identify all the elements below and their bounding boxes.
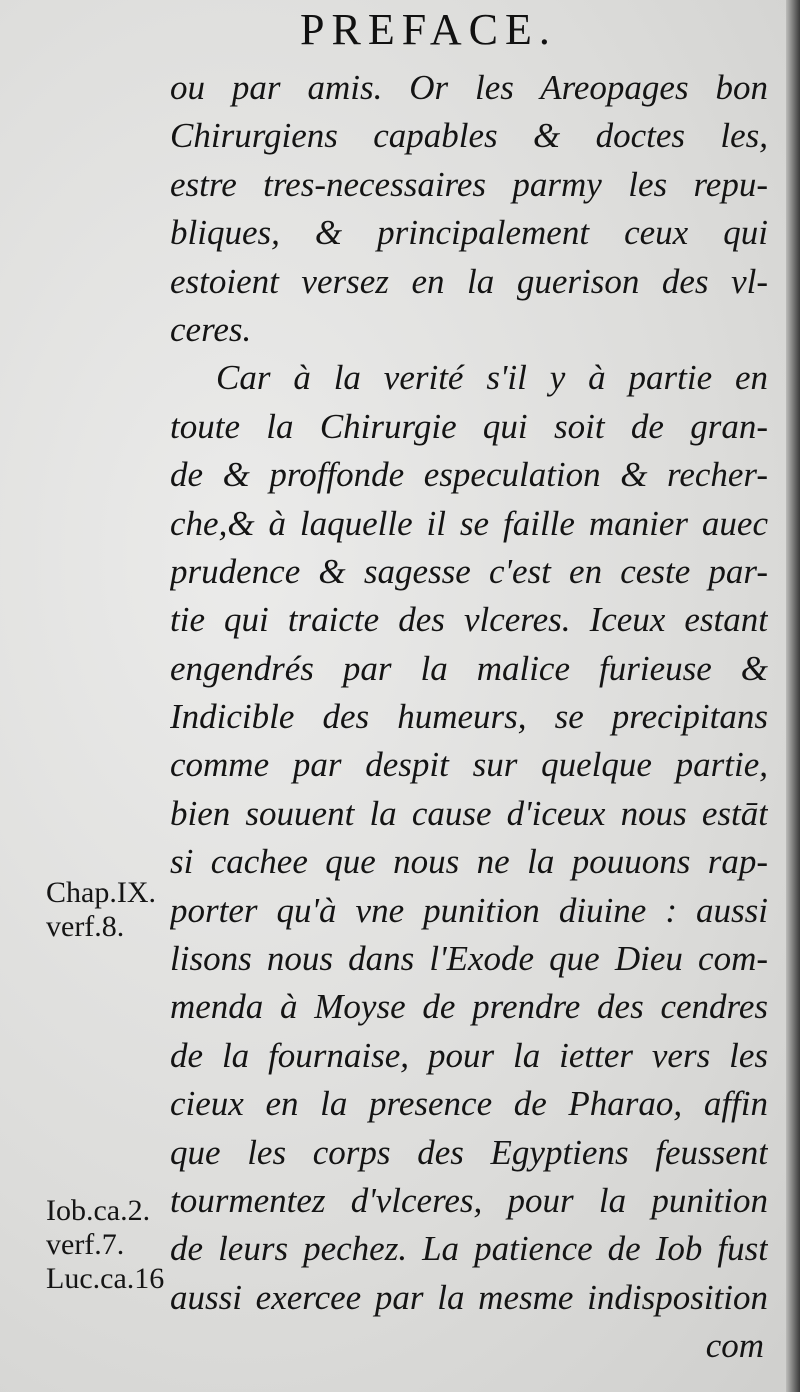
text-line: estre tres-necessaires parmy les repu- <box>170 164 768 204</box>
text-line: tourmentez d'vlceres, pour la punition <box>170 1180 768 1220</box>
text-line: ou par amis. Or les Areopages bon <box>170 68 768 107</box>
marginal-note-line: Chap.IX. <box>46 876 156 909</box>
text-line: de la fournaise, pour la ietter vers les <box>170 1035 768 1075</box>
text-line: Chirurgiens capables & doctes les, <box>170 116 768 156</box>
text-line: estoient versez en la guerison des vl- <box>170 261 768 301</box>
text-line: bien souuent la cause d'iceux nous estāt <box>170 793 768 833</box>
marginal-note-exodus <box>46 876 156 944</box>
text-line: de & proffonde especulation & recher- <box>170 455 768 495</box>
marginal-note-line: Iob.ca.2. <box>46 1194 151 1227</box>
text-line: menda à Moyse de prendre des cendres <box>170 987 768 1027</box>
text-line: comme par despit sur quelque partie, <box>170 745 768 785</box>
text-line: ceres. <box>170 309 252 349</box>
text-line: aussi exercee par la mesme indisposition <box>170 1277 768 1317</box>
text-line: lisons nous dans l'Exode que Dieu com- <box>170 939 768 979</box>
text-line: prudence & sagesse c'est en ceste par- <box>170 551 768 591</box>
text-line: que les corps des Egyptiens feussent <box>170 1132 768 1172</box>
marginal-note-line: verf.7. <box>46 1228 125 1261</box>
text-line: cieux en la presence de Pharao, affin <box>170 1084 768 1124</box>
text-line: si cachee que nous ne la pouuons rap- <box>170 842 768 882</box>
marginal-note-job-luke <box>46 1194 164 1296</box>
page-edge-shadow <box>786 0 800 1392</box>
text-line: Car à la verité s'il y à partie en <box>216 358 768 398</box>
text-line: che,& à laquelle il se faille manier auec <box>170 503 768 543</box>
text-line: engendrés par la malice furieuse & <box>170 648 768 688</box>
catchword: com <box>705 1326 764 1366</box>
running-head: PREFACE. <box>300 5 557 54</box>
text-line: toute la Chirurgie qui soit de gran- <box>170 406 768 446</box>
text-line: Indicible des humeurs, se precipitans <box>170 697 768 737</box>
marginal-note-line: verf.8. <box>46 910 125 943</box>
text-line: porter qu'à vne punition diuine : aussi <box>170 890 768 930</box>
text-line: de leurs pechez. La patience de Iob fust <box>170 1229 768 1269</box>
text-line: bliques, & principalement ceux qui <box>170 213 768 253</box>
text-line: tie qui traicte des vlceres. Iceux estant <box>170 600 768 640</box>
marginal-note-line: Luc.ca.16 <box>46 1262 165 1295</box>
body-text <box>170 64 768 1371</box>
